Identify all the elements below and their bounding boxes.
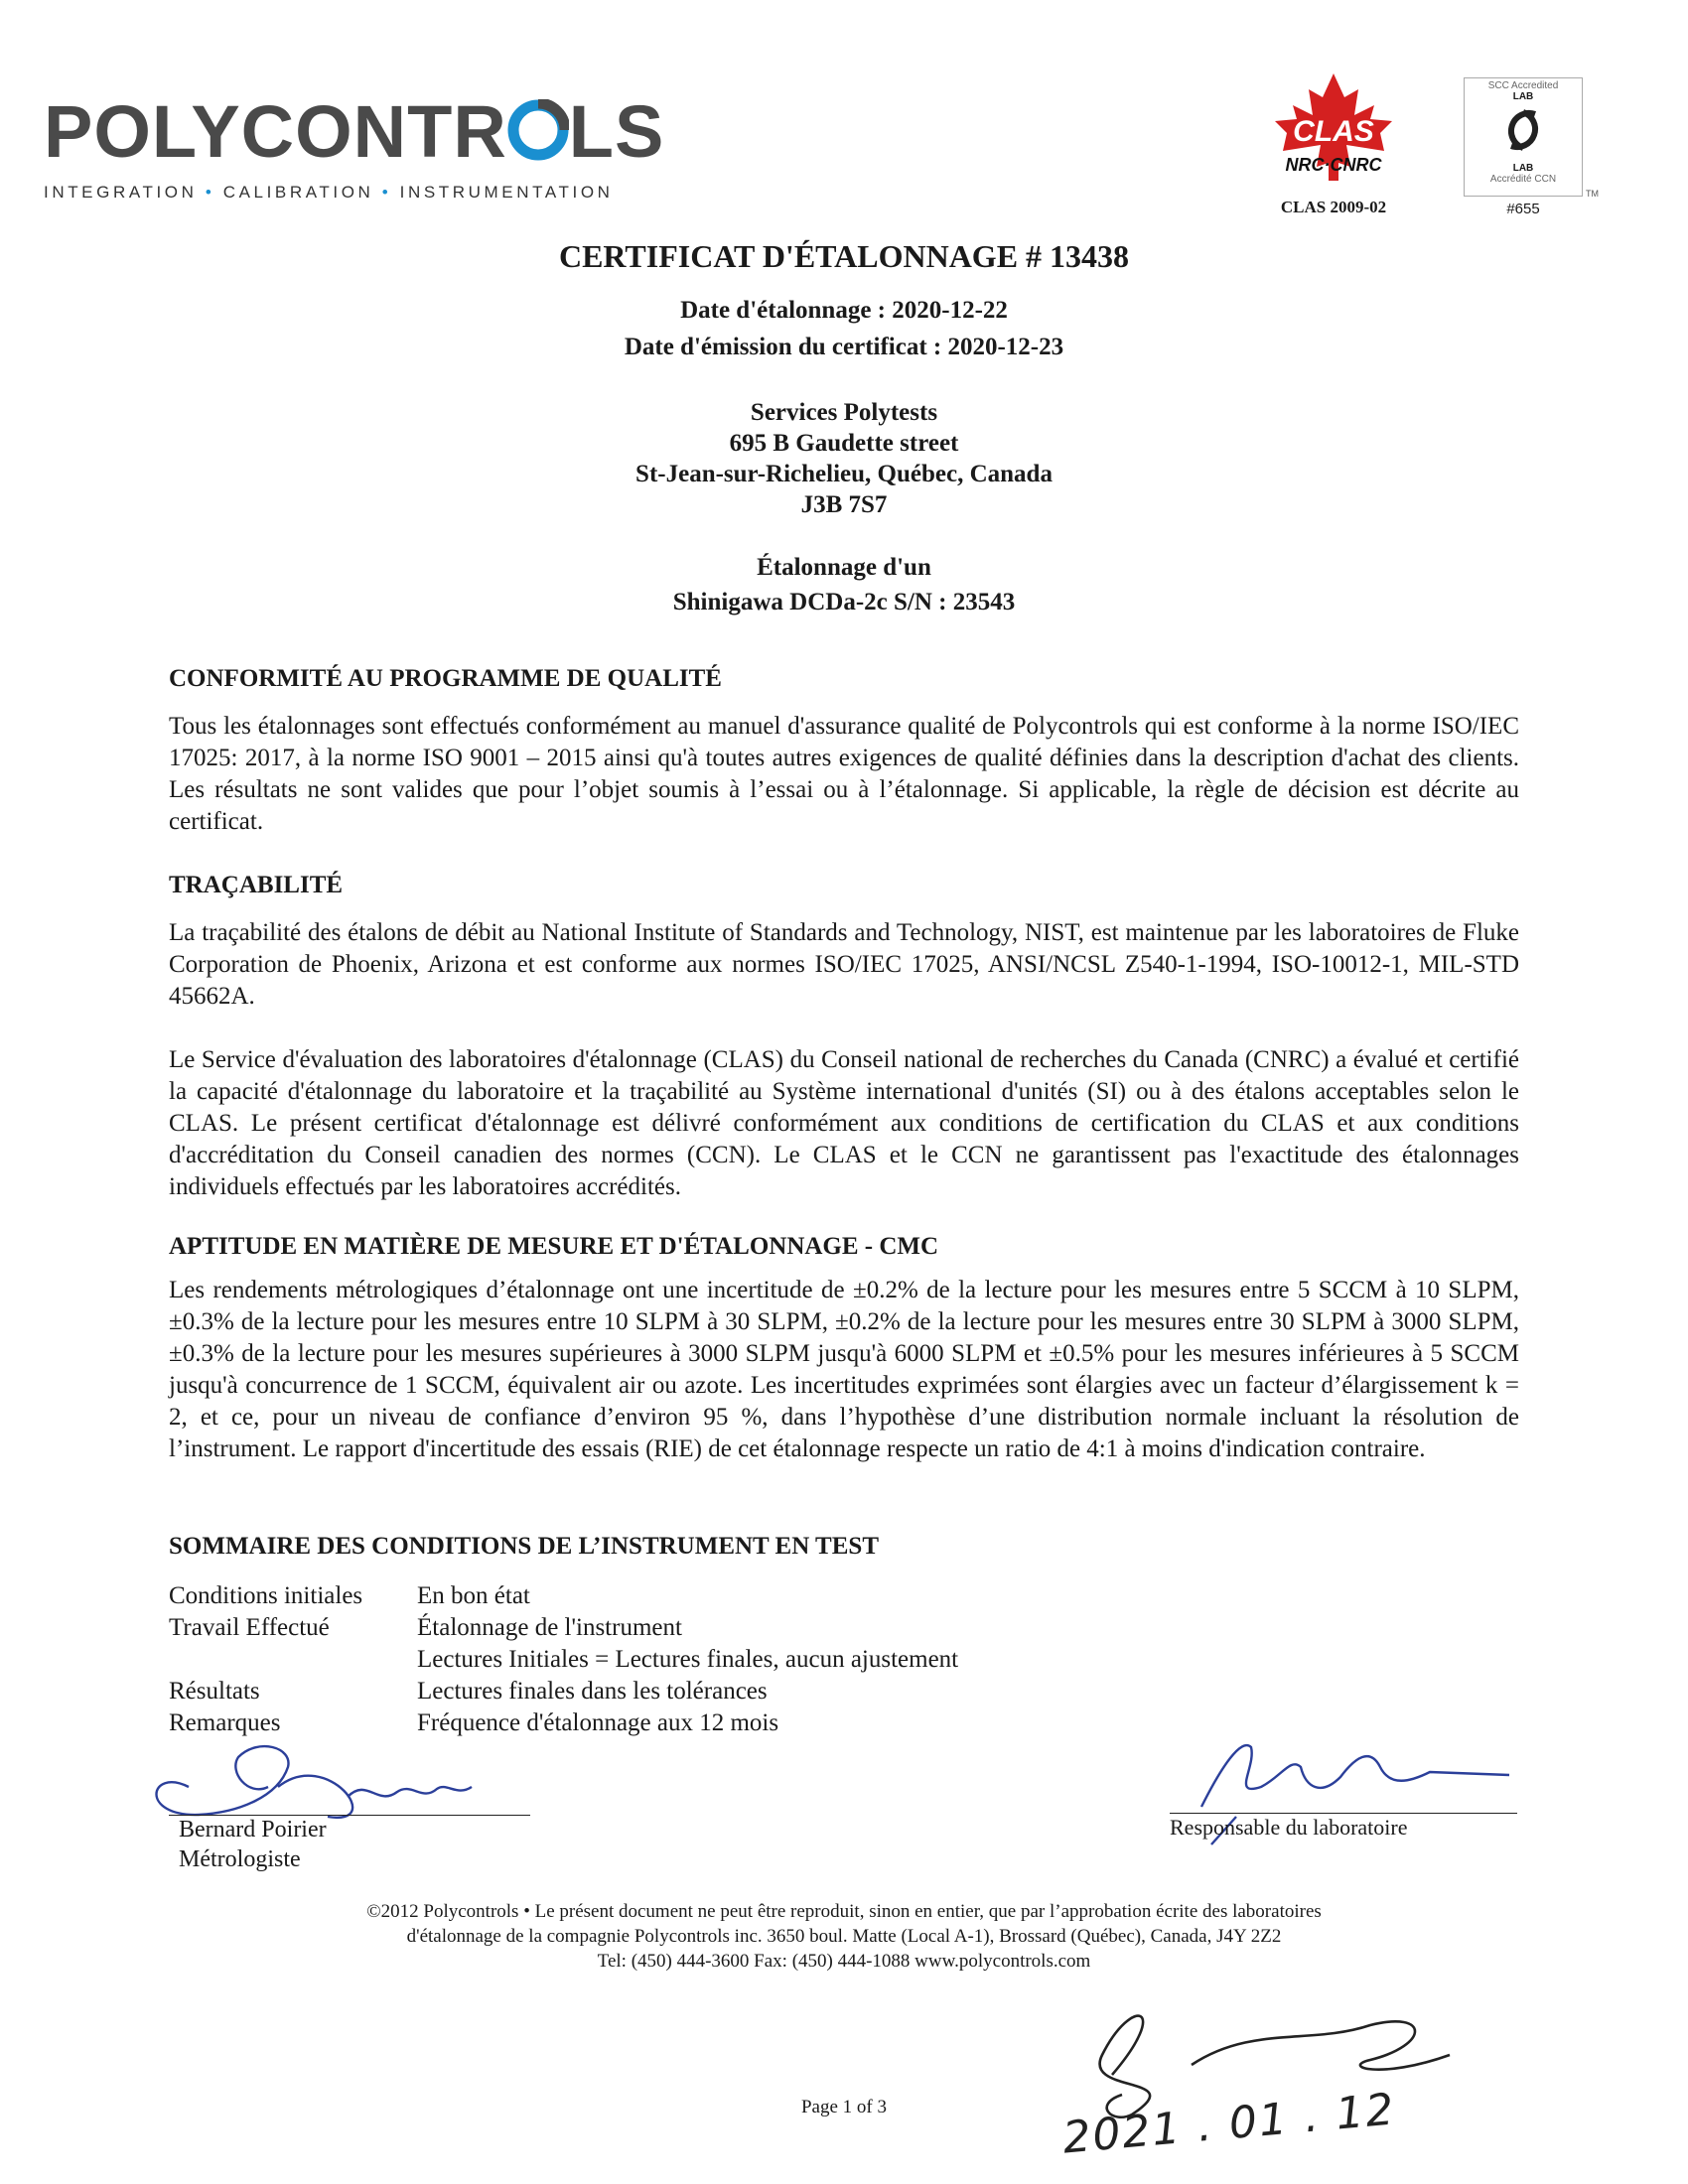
condition-value: Fréquence d'étalonnage aux 12 mois [417, 1709, 779, 1736]
tagline-dot: • [205, 183, 215, 202]
client-name: Services Polytests [750, 399, 938, 426]
traceability-heading: TRAÇABILITÉ [169, 872, 344, 898]
dates-block [0, 292, 1688, 365]
scc-bottom-text: Accrédité CCN [1489, 174, 1557, 185]
condition-label: Remarques [169, 1709, 281, 1736]
instrument-model: Shinigawa DCDa-2c S/N : 23543 [672, 589, 1016, 615]
summary-section [169, 1533, 1519, 1561]
condition-label: Travail Effectué [169, 1614, 330, 1641]
client-city: St-Jean-sur-Richelieu, Québec, Canada [635, 461, 1053, 487]
scc-badge [1454, 77, 1599, 217]
tagline-integration: INTEGRATION [44, 183, 198, 202]
condition-row [169, 1676, 958, 1707]
issue-date: Date d'émission du certificat : 2020-12-23 [624, 334, 1064, 360]
quality-text: Tous les étalonnages sont effectués conformément au manuel d'assurance qualité de Polycontrols qui est conforme à la norme ISO/IEC 17025: 2017, à la norme ISO 9001 – 2015 ainsi qu'à toutes autres exigences de qualité définies dans la description d'achat des clients. Les résultats ne sont valides que pour l’objet soumis à l’essai ou à l’étalonnage. Si applicable, la règle de décision est décrite au certificat. [169, 713, 1519, 835]
conditions-table [169, 1580, 958, 1739]
technician-block [179, 1815, 327, 1874]
condition-label: Conditions initiales [169, 1582, 363, 1609]
nrc-label: NRC·CNRC [1285, 155, 1382, 175]
technician-title: Métrologiste [179, 1846, 301, 1872]
condition-label: Résultats [169, 1678, 260, 1705]
clas-code: CLAS 2009-02 [1280, 198, 1387, 216]
scc-logo-icon [1495, 102, 1551, 158]
condition-value: Lectures Initiales = Lectures finales, aucun ajustement [417, 1646, 959, 1673]
clas-badge [1259, 71, 1408, 217]
lab-manager-signature-line [1170, 1813, 1517, 1814]
tagline-calibration: CALIBRATION [222, 183, 374, 202]
handwritten-date: 2021 . 01 . 12 [1060, 2084, 1398, 2164]
tagline-dot: • [381, 183, 392, 202]
quality-section [169, 665, 1519, 838]
cmc-text: Les rendements métrologiques d’étalonnage ont une incertitude de ±0.2% de la lecture pour les mesures entre 5 SCCM à 10 SLPM, ±0.3% de la lecture pour les mesures entre 10 SLPM à 30 SLPM, ±0.2% de la lecture pour les mesures entre 30 SLPM à 3000 SLPM, ±0.3% de la lecture pour les mesures supérieures à 3000 SLPM jusqu'à 6000 SLPM et ±0.5% pour les mesures inférieures à 5 SCCM jusqu'à concurrence de 1 SCCM, équivalent air ou azote. Les incertitudes exprimées sont élargies avec un facteur d’élargissement k = 2, et ce, pour un niveau de confiance d’environ 95 %, dans l’hypothèse d’une distribution normale incluant la résolution de l’instrument. Le rapport d'incertitude des essais (RIE) de cet étalonnage respecte un ratio de 4:1 à moins d'indication contraire. [169, 1277, 1519, 1462]
logo-prefix: POLYCONTR [44, 90, 507, 173]
calibration-date: Date d'étalonnage : 2020-12-22 [680, 297, 1008, 324]
instrument-intro: Étalonnage d'un [757, 554, 931, 581]
maple-leaf-icon [1259, 71, 1408, 191]
footer-line-2: d'étalonnage de la compagnie Polycontrols inc. 3650 boul. Matte (Local A-1), Brossard (Québec), Canada, J4Y 2Z2 [406, 1926, 1282, 1947]
scc-tm: TM [1586, 189, 1599, 199]
scc-lab2-text: LAB [1512, 163, 1534, 174]
condition-value: Lectures finales dans les tolérances [417, 1678, 768, 1705]
footer-line-3: Tel: (450) 444-3600 Fax: (450) 444-1088 www.polycontrols.com [597, 1951, 1091, 1972]
condition-value: En bon état [417, 1582, 530, 1609]
condition-row [169, 1644, 958, 1676]
scc-lab-text: LAB [1512, 91, 1534, 102]
certificate-title: CERTIFICAT D'ÉTALONNAGE # 13438 [558, 238, 1130, 274]
instrument-block [0, 550, 1688, 619]
lab-manager-role: Responsable du laboratoire [1170, 1815, 1408, 1840]
client-address [0, 397, 1688, 520]
technician-signature [129, 1727, 546, 1827]
cmc-heading: APTITUDE EN MATIÈRE DE MESURE ET D'ÉTALONNAGE - CMC [169, 1233, 939, 1260]
condition-row [169, 1580, 958, 1612]
traceability-text-1: La traçabilité des étalons de débit au National Institute of Standards and Technology, NIST, est maintenue par les laboratoires de Fluke Corporation de Phoenix, Arizona et est conforme aux normes ISO/IEC 17025, ANSI/NCSL Z540-1-1994, ISO-10012-1, MIL-STD 45662A. [169, 919, 1519, 1010]
summary-heading: SOMMAIRE DES CONDITIONS DE L’INSTRUMENT EN TEST [169, 1533, 879, 1560]
scc-number: #655 [1506, 201, 1540, 217]
footer-line-1: ©2012 Polycontrols • Le présent document ne peut être reproduit, sinon en entier, que par l’approbation écrite des laboratoires [366, 1901, 1322, 1922]
tagline-instrumentation: INSTRUMENTATION [399, 183, 614, 202]
footer [0, 1899, 1688, 1974]
condition-row [169, 1612, 958, 1644]
logo-wordmark [44, 90, 679, 173]
logo-o-icon [507, 99, 569, 161]
scc-box [1464, 77, 1583, 197]
client-postal: J3B 7S7 [800, 491, 888, 518]
condition-label [169, 1644, 417, 1676]
traceability-section [169, 872, 1519, 1203]
traceability-text-2: Le Service d'évaluation des laboratoires d'étalonnage (CLAS) du Conseil national de recherches du Canada (CNRC) a évalué et certifié la capacité d'étalonnage du laboratoire et la traçabilité au Système international d'unités (SI) ou à des étalons acceptables selon le CLAS. Le présent certificat d'étalonnage est délivré conformément aux conditions de certification du CLAS et aux conditions d'accréditation du Conseil canadien des normes (CCN). Le CLAS et le CCN ne garantissent pas l'exactitude des étalonnages individuels effectués par les laboratoires accrédités. [169, 1046, 1519, 1200]
logo-tagline [44, 183, 679, 203]
cmc-section [169, 1233, 1519, 1465]
quality-heading: CONFORMITÉ AU PROGRAMME DE QUALITÉ [169, 665, 722, 692]
condition-value: Étalonnage de l'instrument [417, 1614, 682, 1641]
client-street: 695 B Gaudette street [729, 430, 959, 457]
scc-top-text: SCC Accredited [1487, 80, 1559, 91]
polycontrols-logo [44, 90, 679, 203]
technician-name: Bernard Poirier [179, 1817, 327, 1843]
logo-suffix: LS [568, 90, 665, 173]
page-number: Page 1 of 3 [800, 2097, 887, 2117]
clas-label: CLAS [1293, 115, 1374, 148]
